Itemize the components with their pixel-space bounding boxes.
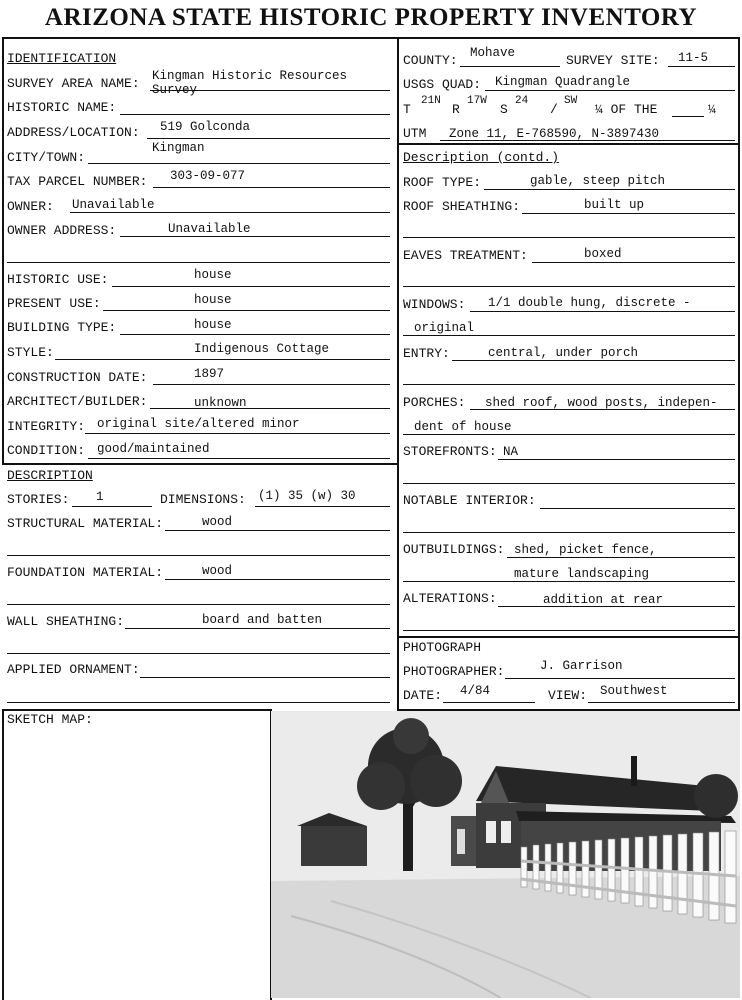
condition-label: CONDITION: bbox=[7, 443, 86, 458]
owner-label: OWNER: bbox=[7, 199, 54, 214]
sketch-map-label: SKETCH MAP: bbox=[7, 712, 93, 727]
eaves-value: boxed bbox=[584, 247, 622, 261]
roof-sheathing-value: built up bbox=[584, 198, 645, 212]
survey-area-value-2: Survey bbox=[152, 83, 198, 97]
township-label: T bbox=[403, 102, 411, 117]
of-the-label: ¼ OF THE bbox=[595, 102, 658, 117]
roof-sheathing-label: ROOF SHEATHING: bbox=[403, 199, 521, 214]
building-type-label: BUILDING TYPE: bbox=[7, 320, 117, 335]
porches-value-2: dent of house bbox=[414, 420, 512, 434]
porches-value: shed roof, wood posts, indepen- bbox=[485, 396, 718, 410]
county-value: Mohave bbox=[470, 46, 516, 60]
section-value: 24 bbox=[515, 95, 529, 107]
roof-type-label: ROOF TYPE: bbox=[403, 175, 482, 190]
sketch-map-box bbox=[2, 709, 272, 1000]
date-value: 4/84 bbox=[460, 684, 491, 698]
alterations-label: ALTERATIONS: bbox=[403, 591, 497, 606]
entry-label: ENTRY: bbox=[403, 346, 450, 361]
description-contd-box bbox=[397, 143, 740, 638]
windows-label: WINDOWS: bbox=[403, 297, 466, 312]
windows-value-2: original bbox=[414, 321, 475, 335]
utm-label: UTM bbox=[403, 126, 427, 141]
owner-value: Unavailable bbox=[72, 198, 155, 212]
survey-site-value: 11-5 bbox=[678, 51, 709, 65]
usgs-quad-value: Kingman Quadrangle bbox=[495, 75, 631, 89]
slash-label: / bbox=[550, 102, 558, 117]
survey-site-label: SURVEY SITE: bbox=[566, 53, 660, 68]
identification-header: IDENTIFICATION bbox=[7, 51, 117, 66]
foundation-material-label: FOUNDATION MATERIAL: bbox=[7, 565, 164, 580]
house-photo bbox=[271, 711, 740, 998]
construction-date-label: CONSTRUCTION DATE: bbox=[7, 370, 148, 385]
view-value: Southwest bbox=[600, 684, 668, 698]
roof-type-value: gable, steep pitch bbox=[530, 174, 666, 188]
survey-area-label: SURVEY AREA NAME: bbox=[7, 76, 140, 91]
quarter-mark: ¼ bbox=[708, 102, 716, 117]
survey-area-value: Kingman Historic Resources bbox=[152, 69, 348, 83]
structural-material-label: STRUCTURAL MATERIAL: bbox=[7, 516, 164, 531]
address-value: 519 Golconda bbox=[160, 120, 251, 134]
dimensions-label: DIMENSIONS: bbox=[160, 492, 246, 507]
dimensions-value: (1) 35 (w) 30 bbox=[258, 489, 356, 503]
photographer-value: J. Garrison bbox=[540, 659, 623, 673]
entry-value: central, under porch bbox=[488, 346, 639, 360]
building-type-value: house bbox=[194, 318, 232, 332]
outbuildings-value: shed, picket fence, bbox=[514, 543, 657, 557]
city-label: CITY/TOWN: bbox=[7, 150, 86, 165]
storefronts-label: STOREFRONTS: bbox=[403, 444, 497, 459]
form-title: ARIZONA STATE HISTORIC PROPERTY INVENTORY bbox=[44, 4, 698, 31]
stories-value: 1 bbox=[96, 490, 104, 504]
alterations-value: addition at rear bbox=[543, 593, 664, 607]
integrity-label: INTEGRITY: bbox=[7, 419, 86, 434]
integrity-value: original site/altered minor bbox=[97, 417, 300, 431]
wall-sheathing-label: WALL SHEATHING: bbox=[7, 614, 125, 629]
structural-material-value: wood bbox=[202, 515, 233, 529]
present-use-label: PRESENT USE: bbox=[7, 296, 101, 311]
city-value: Kingman bbox=[152, 141, 205, 155]
applied-ornament-label: APPLIED ORNAMENT: bbox=[7, 662, 140, 677]
windows-value: 1/1 double hung, discrete - bbox=[488, 296, 691, 310]
storefronts-value: NA bbox=[503, 445, 519, 459]
tax-parcel-value: 303-09-077 bbox=[170, 169, 246, 183]
construction-date-value: 1897 bbox=[194, 367, 225, 381]
description-header: DESCRIPTION bbox=[7, 468, 93, 483]
architect-label: ARCHITECT/BUILDER: bbox=[7, 394, 148, 409]
notable-interior-label: NOTABLE INTERIOR: bbox=[403, 493, 536, 508]
wall-sheathing-value: board and batten bbox=[202, 613, 323, 627]
description-contd-header: Description (contd.) bbox=[403, 150, 560, 165]
view-label: VIEW: bbox=[548, 688, 588, 703]
outbuildings-label: OUTBUILDINGS: bbox=[403, 542, 505, 557]
historic-use-value: house bbox=[194, 268, 232, 282]
style-label: STYLE: bbox=[7, 345, 54, 360]
date-label: DATE: bbox=[403, 688, 443, 703]
address-label: ADDRESS/LOCATION: bbox=[7, 125, 140, 140]
tax-parcel-label: TAX PARCEL NUMBER: bbox=[7, 174, 148, 189]
range-value: 17W bbox=[467, 95, 487, 107]
township-value: 21N bbox=[421, 95, 441, 107]
utm-value: Zone 11, E-768590, N-3897430 bbox=[449, 127, 660, 141]
eaves-label: EAVES TREATMENT: bbox=[403, 248, 528, 263]
photographer-label: PHOTOGRAPHER: bbox=[403, 664, 505, 679]
historic-name-label: HISTORIC NAME: bbox=[7, 100, 117, 115]
usgs-quad-label: USGS QUAD: bbox=[403, 77, 482, 92]
present-use-value: house bbox=[194, 293, 232, 307]
owner-address-label: OWNER ADDRESS: bbox=[7, 223, 117, 238]
outbuildings-value-2: mature landscaping bbox=[514, 567, 650, 581]
porches-label: PORCHES: bbox=[403, 395, 466, 410]
historic-use-label: HISTORIC USE: bbox=[7, 272, 109, 287]
county-label: COUNTY: bbox=[403, 53, 458, 68]
photograph-header: PHOTOGRAPH bbox=[403, 640, 482, 655]
quarter-value: SW bbox=[564, 95, 578, 107]
foundation-material-value: wood bbox=[202, 564, 233, 578]
stories-label: STORIES: bbox=[7, 492, 70, 507]
condition-value: good/maintained bbox=[97, 442, 210, 456]
owner-address-value: Unavailable bbox=[168, 222, 251, 236]
architect-value: unknown bbox=[194, 396, 247, 410]
range-label: R bbox=[452, 102, 460, 117]
section-label: S bbox=[500, 102, 508, 117]
style-value: Indigenous Cottage bbox=[194, 342, 330, 356]
